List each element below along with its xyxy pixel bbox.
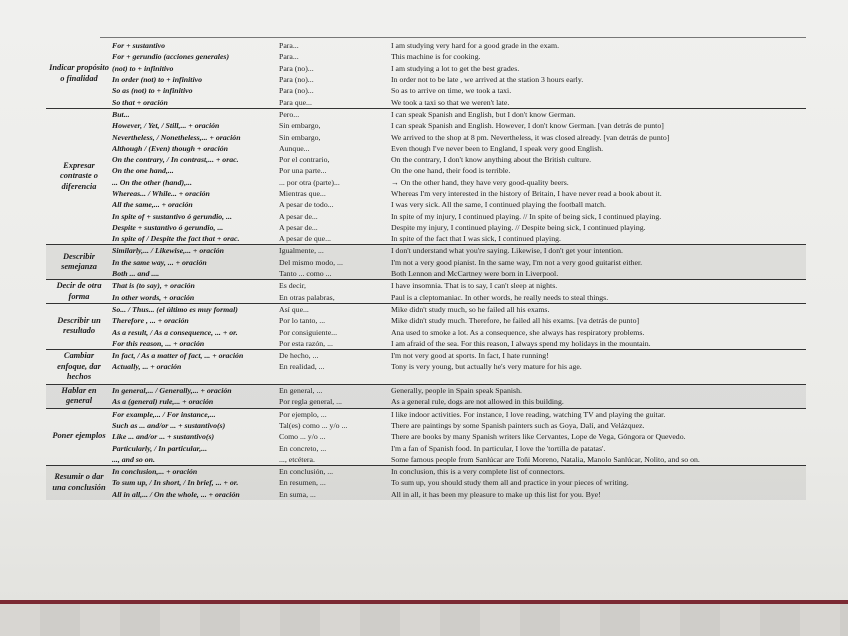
table-row [112, 131, 806, 142]
table-row [112, 154, 806, 165]
spanish-equivalent: A pesar de... [279, 222, 318, 232]
spanish-equivalent: En concreto, ... [279, 443, 327, 453]
example-sentence: I am studying very hard for a good grade in the exam. [391, 41, 560, 51]
section [46, 244, 806, 279]
example-sentence: Despite my injury, I continued playing. // Despite being sick, I continued playing. [391, 222, 646, 232]
section-rows [112, 409, 806, 465]
connectors-table [46, 40, 806, 500]
table-row [112, 280, 806, 291]
example-sentence: In conclusion, this is a very complete list of connectors. [391, 467, 565, 477]
connector-expression: Such as ... and/or ... + sustantivo(s) [112, 420, 226, 430]
section [46, 408, 806, 465]
table-row [112, 326, 806, 337]
connector-expression: For + gerundio (acciones generales) [112, 52, 230, 62]
section [46, 108, 806, 245]
connector-expression: For this reason, ... + oración [112, 338, 205, 348]
example-sentence: Ana used to smoke a lot. As a consequence, she always has respiratory problems. [391, 327, 645, 337]
spanish-equivalent: Sin embargo, [279, 121, 321, 131]
example-sentence: We arrived to the shop at 8 pm. Nevertheless, it was closed already. [van detrás de punto] [391, 132, 670, 142]
spanish-equivalent: Por una parte... [279, 166, 327, 176]
spanish-equivalent: En realidad, ... [279, 362, 325, 372]
section-heading: Describir un resultado [57, 315, 101, 336]
example-sentence: Paul is a cleptomaniac. In other words, he really needs to steal things. [391, 292, 609, 302]
table-row [112, 489, 806, 500]
spanish-equivalent: Tal(es) como ... y/o ... [279, 420, 348, 430]
section [46, 40, 806, 108]
example-sentence: I like indoor activities. For instance, I love reading, watching TV and playing the guitar. [391, 409, 666, 419]
spanish-equivalent: En conclusión, ... [279, 467, 334, 477]
table-row [112, 188, 806, 199]
spanish-equivalent: En general, ... [279, 386, 323, 396]
connector-expression: For example,... / For instance,... [112, 409, 216, 419]
spanish-equivalent: Para (no)... [279, 86, 314, 96]
connector-expression: Therefore , ... + oración [112, 316, 189, 326]
connector-expression: Particularly, / In particular,... [112, 443, 208, 453]
connector-expression: Like ... and/or ... + sustantivo(s) [112, 432, 215, 442]
connector-expression: Actually, ... + oración [112, 362, 182, 372]
example-sentence: I am afraid of the sea. For this reason, I always spend my holidays in the mountain. [391, 338, 651, 348]
table-row [112, 409, 806, 420]
connector-expression: For + sustantivo [112, 41, 165, 51]
example-sentence: We took a taxi so that we weren't late. [391, 97, 510, 107]
section-heading: Poner ejemplos [52, 431, 106, 441]
section-rows [112, 466, 806, 500]
spanish-equivalent: En suma, ... [279, 489, 316, 499]
section-heading: Indicar propósito o finalidad [49, 63, 109, 83]
spanish-equivalent: Pero... [279, 109, 300, 119]
connector-expression: That is (to say), + oración [112, 281, 195, 291]
table-row [112, 245, 806, 256]
example-sentence: All in all, it has been my pleasure to make up this list for you. Bye! [391, 489, 601, 499]
section-rows [112, 280, 806, 303]
example-sentence: I can speak Spanish and English. However, I don't know German. [van detrás de punto] [391, 121, 664, 131]
section-rows [112, 245, 806, 279]
spanish-equivalent: Tanto ... como ... [279, 269, 332, 279]
connector-expression: Both ... and .... [112, 269, 160, 279]
connector-expression: Similarly,... / Likewise,... + oración [112, 246, 225, 256]
connector-expression: ..., and so on. [112, 454, 155, 464]
table-row [112, 396, 806, 407]
section-rows [112, 304, 806, 349]
spanish-equivalent: Para que... [279, 97, 312, 107]
example-sentence: I am studying a lot to get the best grades. [391, 63, 520, 73]
connector-expression: In the same way, ... + oración [112, 257, 207, 267]
connector-expression: In order (not) to + infinitivo [112, 75, 203, 85]
spanish-equivalent: Es decir, [279, 281, 306, 291]
table-row [112, 199, 806, 210]
connector-expression: So... / Thus... (el último es muy formal) [112, 304, 238, 314]
spanish-equivalent: Aunque... [279, 143, 310, 153]
spanish-equivalent: De hecho, ... [279, 351, 319, 361]
table-row [112, 385, 806, 396]
spanish-equivalent: Como ... y/o ... [279, 432, 326, 442]
connector-expression: On the one hand,... [112, 166, 174, 176]
spanish-equivalent: Para (no)... [279, 63, 314, 73]
section-heading: Expresar contraste o diferencia [60, 160, 98, 191]
section-rows [112, 109, 806, 245]
spanish-equivalent: A pesar de... [279, 211, 318, 221]
spanish-equivalent: Sin embargo, [279, 132, 321, 142]
table-row [112, 350, 806, 361]
table-row [112, 51, 806, 62]
table-row [112, 143, 806, 154]
spanish-equivalent: Por consiguiente... [279, 327, 338, 337]
connector-expression: However, / Yet, / Still,... + oración [112, 121, 220, 131]
example-sentence: In order not to be late , we arrived at the station 3 hours early. [391, 75, 584, 85]
section [46, 303, 806, 349]
table-row [112, 96, 806, 107]
table-row [112, 431, 806, 442]
table-row [112, 361, 806, 372]
spanish-equivalent: Para... [279, 52, 299, 62]
spanish-equivalent: Por regla general, ... [279, 397, 342, 407]
connector-expression: (not) to + infinitivo [112, 63, 174, 73]
section-rows [112, 40, 806, 108]
spanish-equivalent: Para... [279, 41, 299, 51]
spanish-equivalent: Igualmente, ... [279, 246, 324, 256]
section [46, 279, 806, 303]
table-row [112, 466, 806, 477]
example-sentence: I'm not very good at sports. In fact, I hate running! [391, 351, 549, 361]
example-sentence: Even though I've never been to England, I speak very good English. [391, 143, 604, 153]
section-heading: Hablar en general [61, 385, 97, 406]
example-sentence: On the contrary, I don't know anything about the British culture. [391, 155, 592, 165]
table-row [112, 442, 806, 453]
table-row [112, 477, 806, 488]
example-sentence: I have insomnia. That is to say, I can't sleep at nights. [391, 281, 558, 291]
spanish-equivalent: ..., etcétera. [279, 454, 315, 464]
example-sentence: On the one hand, their food is terrible. [391, 166, 511, 176]
spanish-equivalent: Por lo tanto, ... [279, 316, 326, 326]
table-row [112, 109, 806, 120]
table-row [112, 292, 806, 303]
connector-expression: As a (general) rule,... + oración [112, 397, 214, 407]
table-row [112, 120, 806, 131]
table-row [112, 210, 806, 221]
connector-expression: As a result, / As a consequence, ... + or. [112, 327, 238, 337]
spanish-equivalent: Por el contrario, [279, 155, 330, 165]
example-sentence: Tony is very young, but actually he's very mature for his age. [391, 362, 582, 372]
section-heading: Cambiar enfoque, dar hechos [57, 351, 101, 382]
section [46, 349, 806, 384]
section [46, 465, 806, 500]
example-sentence: Mike didn't study much. Therefore, he failed all his exams. [va detrás de punto] [391, 316, 640, 326]
example-sentence: Both Lennon and McCartney were born in Liverpool. [391, 269, 559, 279]
section-rows [112, 385, 806, 408]
spanish-equivalent: En otras palabras, [279, 292, 335, 302]
connector-expression: But... [112, 109, 130, 119]
connector-expression: Despite + sustantivo ó gerundio, ... [112, 222, 224, 232]
example-sentence: Some famous people from Sanlúcar are Toñi Moreno, Natalia, Manolo Sanlúcar, Nolito, and so on. [391, 454, 700, 464]
example-sentence: In spite of my injury, I continued playing. // In spite of being sick, I continued playing. [391, 211, 662, 221]
connector-expression: In other words, + oración [112, 292, 195, 302]
spanish-equivalent: Del mismo modo, ... [279, 257, 343, 267]
spanish-equivalent: Por ejemplo, ... [279, 409, 327, 419]
table-top-rule [100, 37, 806, 38]
table-row [112, 304, 806, 315]
connector-expression: On the contrary, / In contrast,... + orac. [112, 155, 239, 165]
example-sentence: This machine is for cooking. [391, 52, 481, 62]
example-sentence: There are books by many Spanish writers like Cervantes, Lope de Vega, Góngora or Quevedo. [391, 432, 686, 442]
table-row [112, 63, 806, 74]
connector-expression: All the same,... + oración [112, 200, 193, 210]
table-row [112, 177, 806, 188]
connector-expression: In fact, / As a matter of fact, ... + oración [112, 351, 244, 361]
table-row [112, 454, 806, 465]
connector-expression: So that + oración [112, 97, 168, 107]
table-row [112, 40, 806, 51]
spanish-equivalent: Así que... [279, 304, 309, 314]
connector-expression: All in all,... / On the whole, ... + oración [112, 489, 240, 499]
table-row [112, 420, 806, 431]
spanish-equivalent: ... por otra (parte)... [279, 177, 340, 187]
example-sentence: Whereas I'm very interested in the history of Britain, I have never read a book about it. [391, 189, 662, 198]
section-heading: Resumir o dar una conclusión [52, 472, 106, 492]
table-row [112, 338, 806, 349]
example-sentence: So as to arrive on time, we took a taxi. [391, 86, 512, 96]
table-row [112, 373, 806, 384]
example-sentence: Generally, people in Spain speak Spanish. [391, 386, 522, 396]
example-sentence: I was very sick. All the same, I continued playing the football match. [391, 200, 607, 210]
example-sentence: To sum up, you should study them all and practice in your pieces of writing. [391, 478, 629, 488]
table-row [112, 85, 806, 96]
example-sentence: Mike didn't study much, so he failed all his exams. [391, 304, 550, 314]
example-sentence: → On the other hand, they have very good-quality beers. [391, 177, 569, 187]
spanish-equivalent: A pesar de todo... [279, 200, 334, 210]
table-row [112, 315, 806, 326]
table-row [112, 165, 806, 176]
connector-expression: ... On the other (hand),... [112, 177, 192, 187]
table-row [112, 222, 806, 233]
spanish-equivalent: A pesar de que... [279, 234, 331, 244]
example-sentence: As a general rule, dogs are not allowed in this building. [391, 397, 564, 407]
spanish-equivalent: Por esta razón, ... [279, 338, 333, 348]
section [46, 384, 806, 408]
connector-expression: Whereas... / While... + oración [112, 189, 210, 198]
connector-expression: In spite of / Despite the fact that + orac. [112, 234, 240, 244]
section-heading: Decir de otra forma [56, 281, 102, 301]
example-sentence: I'm a fan of Spanish food. In particular, I love the 'tortilla de patatas'. [391, 443, 606, 453]
connector-expression: Nevertheless, / Nonetheless,... + oración [112, 132, 241, 142]
floor-background [0, 604, 848, 636]
table-row [112, 74, 806, 85]
example-sentence: In spite of the fact that I was sick, I continued playing. [391, 234, 561, 244]
section-heading: Describir semejanza [61, 251, 97, 272]
example-sentence: There are paintings by some Spanish painters such as Goya, Dalí, and Velázquez. [391, 420, 645, 430]
example-sentence: I can speak Spanish and English, but I don't know German. [391, 109, 576, 119]
spanish-equivalent: Mientras que... [279, 189, 326, 198]
section-rows [112, 350, 806, 384]
spanish-equivalent: En resumen, ... [279, 478, 326, 488]
connector-expression: In conclusion,... + oración [112, 467, 198, 477]
spanish-equivalent: Para (no)... [279, 75, 314, 85]
table-row [112, 257, 806, 268]
connector-expression: In general,... / Generally,... + oración [112, 386, 232, 396]
example-sentence: I'm not a very good pianist. In the same way, I'm not a very good guitarist either. [391, 257, 643, 267]
table-row [112, 268, 806, 279]
connector-expression: In spite of + sustantivo ó gerundio, ... [112, 211, 232, 221]
connector-expression: Although / (Even) though + oración [112, 143, 229, 153]
connector-expression: So as (not) to + infinitivo [112, 86, 193, 96]
connector-expression: To sum up, / In short, / In brief, ... + or. [112, 478, 239, 488]
table-row [112, 233, 806, 244]
example-sentence: I don't understand what you're saying. Likewise, I don't get your intention. [391, 246, 624, 256]
